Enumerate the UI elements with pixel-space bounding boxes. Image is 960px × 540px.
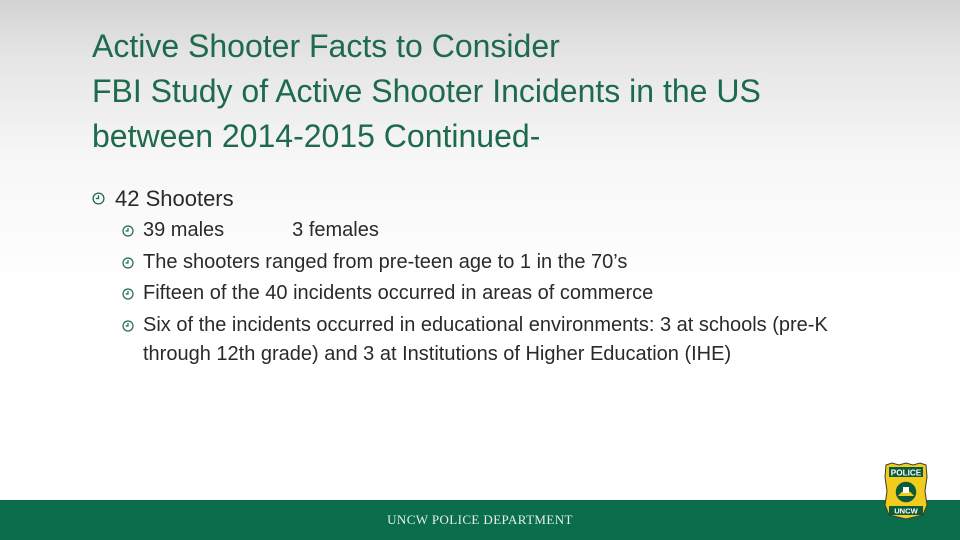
- males-text: 39 males: [143, 219, 225, 241]
- badge-top-text: POLICE: [890, 468, 922, 478]
- sub-bullet-age: [122, 248, 852, 278]
- footer-bar: [0, 500, 960, 540]
- slide-body: [92, 182, 852, 372]
- title-line-1: Active Shooter Facts to Consider: [92, 28, 560, 64]
- sub-bullet-text: Fifteen of the 40 incidents occurred in areas of commerce: [143, 282, 654, 304]
- department-name: UNCW POLICE DEPARTMENT: [387, 512, 573, 527]
- clock-bullet-icon: [92, 192, 105, 205]
- slide-title: [92, 24, 892, 159]
- sub-bullet-commerce: [122, 279, 852, 309]
- sub-bullet-gender: [122, 216, 852, 246]
- sub-bullet-text: Six of the incidents occurred in educational environments: 3 at schools (pre-K through 12th grade) and 3 at Institutions of Higher Education (IHE): [143, 313, 828, 365]
- clock-bullet-icon: [122, 288, 134, 300]
- sub-bullet-list: [122, 216, 852, 370]
- clock-bullet-icon: [122, 225, 134, 237]
- badge-bottom-text: UNCW: [894, 506, 918, 516]
- title-line-2: FBI Study of Active Shooter Incidents in the US: [92, 73, 761, 109]
- bullet-shooters: [92, 182, 852, 216]
- sub-bullet-education: [122, 311, 852, 370]
- clock-bullet-icon: [122, 320, 134, 332]
- sub-bullet-text: The shooters ranged from pre-teen age to 1 in the 70’s: [143, 250, 628, 273]
- bullet-text: 42 Shooters: [115, 186, 234, 211]
- police-badge-icon: [883, 461, 929, 521]
- clock-bullet-icon: [122, 257, 134, 269]
- females-text: 3 females: [292, 219, 379, 241]
- title-line-3: between 2014-2015 Continued-: [92, 118, 541, 154]
